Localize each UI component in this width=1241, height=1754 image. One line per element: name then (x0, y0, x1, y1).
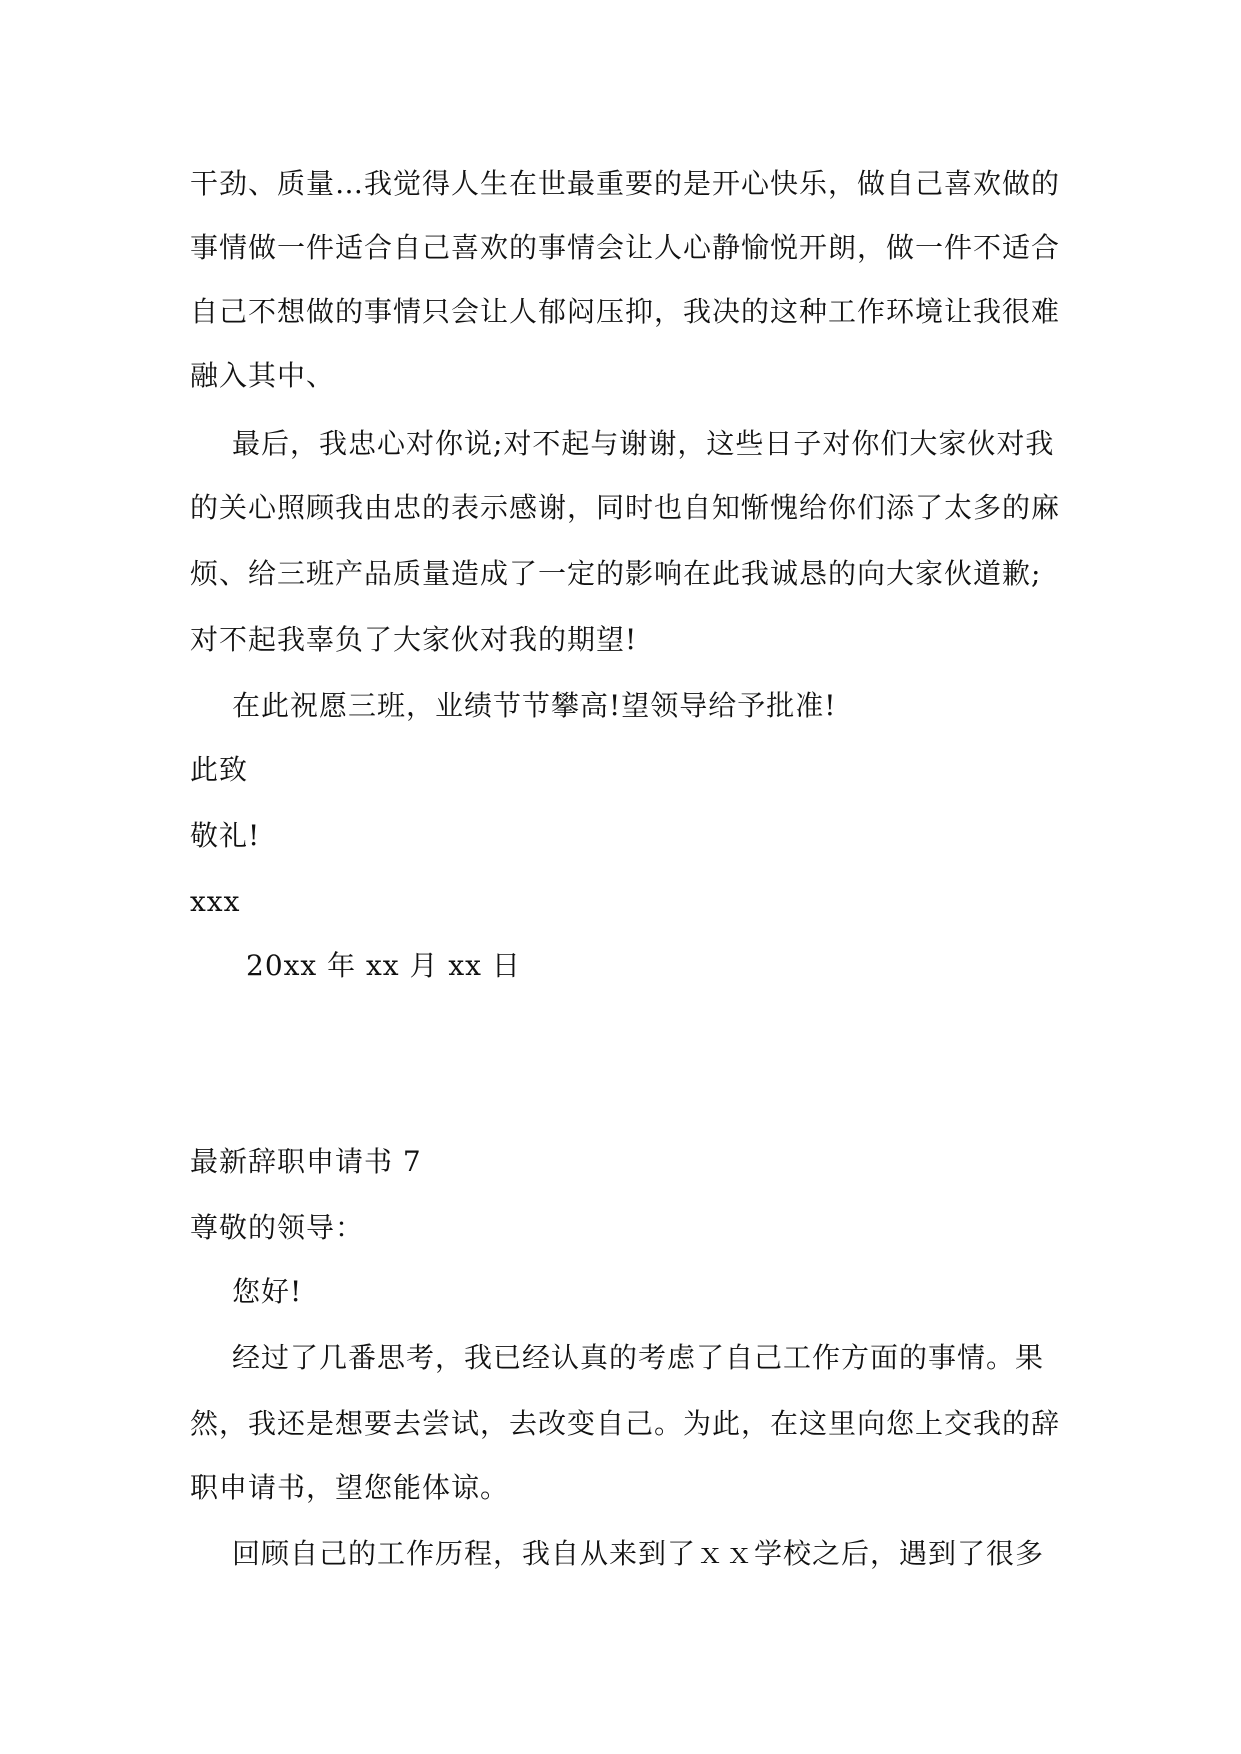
paragraph-line-10: 经过了几番思考，我已经认真的考虑了自己工作方面的事情。果 (232, 1341, 1045, 1374)
paragraph-line-1: 干劲、质量…我觉得人生在世最重要的是开心快乐，做自己喜欢做的 (190, 167, 1061, 200)
paragraph-line-12: 职申请书，望您能体谅。 (190, 1471, 510, 1504)
closing-line-1: 此致 (190, 753, 249, 786)
paragraph-line-9: 在此祝愿三班，业绩节节攀高!望领导给予批准! (232, 689, 837, 722)
greeting: 您好! (232, 1275, 303, 1308)
paragraph-line-4: 融入其中、 (190, 359, 336, 392)
paragraph-line-7: 烦、给三班产品质量造成了一定的影响在此我诚恳的向大家伙道歉; (190, 557, 1042, 590)
paragraph-line-13: 回顾自己的工作历程，我自从来到了ｘｘ学校之后，遇到了很多 (232, 1537, 1045, 1570)
section-title: 最新辞职申请书 7 (190, 1145, 422, 1178)
paragraph-line-6: 的关心照顾我由忠的表示感谢，同时也自知惭愧给你们添了太多的麻 (190, 491, 1061, 524)
closing-line-2: 敬礼! (190, 819, 261, 852)
paragraph-line-8: 对不起我辜负了大家伙对我的期望! (190, 623, 638, 656)
paragraph-line-3: 自己不想做的事情只会让人郁闷压抑，我决的这种工作环境让我很难 (190, 295, 1061, 328)
paragraph-line-2: 事情做一件适合自己喜欢的事情会让人心静愉悦开朗，做一件不适合 (190, 231, 1061, 264)
paragraph-line-5: 最后，我忠心对你说;对不起与谢谢，这些日子对你们大家伙对我 (232, 427, 1055, 460)
signature-name: xxx (190, 885, 241, 918)
paragraph-line-11: 然，我还是想要去尝试，去改变自己。为此，在这里向您上交我的辞 (190, 1407, 1061, 1440)
salutation: 尊敬的领导： (190, 1211, 365, 1244)
signature-date: 20xx 年 xx 月 xx 日 (246, 949, 521, 982)
